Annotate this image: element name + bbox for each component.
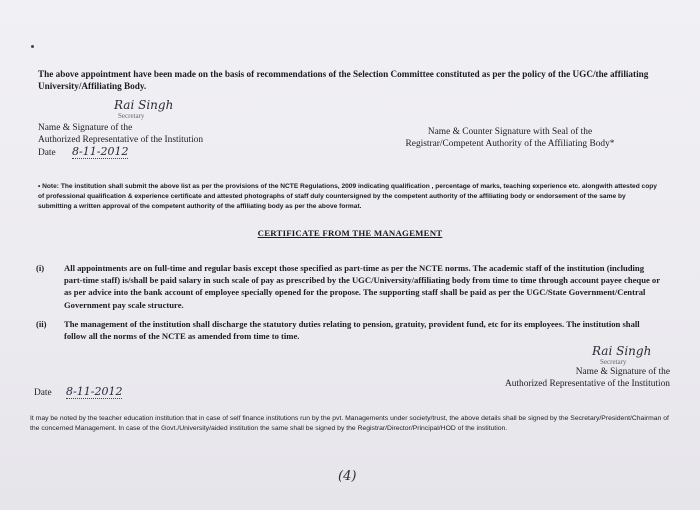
certificate-heading: CERTIFICATE FROM THE MANAGEMENT	[257, 228, 443, 238]
item-text: The management of the institution shall discharge the statutory duties relating to pension, gratuity, provident fund, etc for its employees. The institution shall follow all the norms of the NCTE as amended from time to time.	[64, 319, 640, 342]
right-signature-block	[350, 126, 670, 150]
appointment-statement: The above appointment have been made on the basis of recommendations of the Selection Committee constituted as per the policy of the UGC/the affiliating University/Affiliating Body.	[38, 69, 649, 91]
ncte-note: • Note: The institution shall submit the above list as per the provisions of the NCTE Regulations, 2009 indicating qualification , percentage of marks, teaching experience etc. alongwith attested copy of professional qualification & experience certificate and attested photographs of staff duly countersigned by the competent authority of the affiliating body or endorsement of the same by submitting a written approval of the competent authority of the affiliating body as per the above format.	[38, 183, 657, 210]
secretary-signature-top: Rai Singh	[114, 98, 174, 112]
secretary-signature-bottom: Rai Singh	[592, 344, 652, 358]
page-number: (4)	[338, 469, 357, 484]
management-signature-line1: Name & Signature of the	[575, 367, 670, 377]
right-signature-line2: Registrar/Competent Authority of the Affiliating Body*	[405, 139, 615, 149]
left-signature-line1: Name & Signature of the	[38, 123, 133, 133]
item-number: (ii)	[36, 319, 47, 329]
secretary-stamp-bottom: Secretary	[600, 358, 627, 366]
left-signature-line2: Authorized Representative of the Institution	[38, 135, 204, 145]
item-text: All appointments are on full-time and regular basis except those specified as part-time as per the NCTE norms. The academic staff of the institution (including part-time staff) is/shall be paid salary in such scale of pay as prescribed by the UGC/University/affiliating body from time to time through account payee cheque or as per advice into the bank account of employee specially opened for the propose. The supporting staff shall be paid as per the UGC/State Government/Central Government pay scale structure.	[64, 263, 660, 310]
left-signature-block	[38, 122, 203, 159]
handwritten-date-top: 8-11-2012	[72, 145, 129, 158]
secretary-stamp-top: Secretary	[118, 112, 145, 120]
handwritten-date-bottom: 8-11-2012	[66, 385, 123, 398]
certificate-item-ii	[36, 318, 660, 342]
margin-dot	[31, 45, 34, 48]
management-signature-line2: Authorized Representative of the Institution	[504, 379, 670, 389]
left-signature-date: Date 8-11-2012	[38, 145, 129, 158]
footer-note: It may be noted by the teacher education institution that in case of self finance institutions run by the pvt. Managements under society/trust, the above details shall be signed by the Secretary/President/Chairman of the concerned Management. In case of the Govt./University/aided institution the same shall be signed by the Registrar/Director/Principal/HOD of the institution.	[30, 415, 669, 433]
management-date: Date 8-11-2012	[34, 385, 123, 398]
management-signature-block	[470, 366, 670, 390]
item-number: (i)	[36, 263, 45, 273]
right-signature-line1: Name & Counter Signature with Seal of the	[427, 127, 593, 137]
certificate-item-i	[36, 262, 660, 311]
